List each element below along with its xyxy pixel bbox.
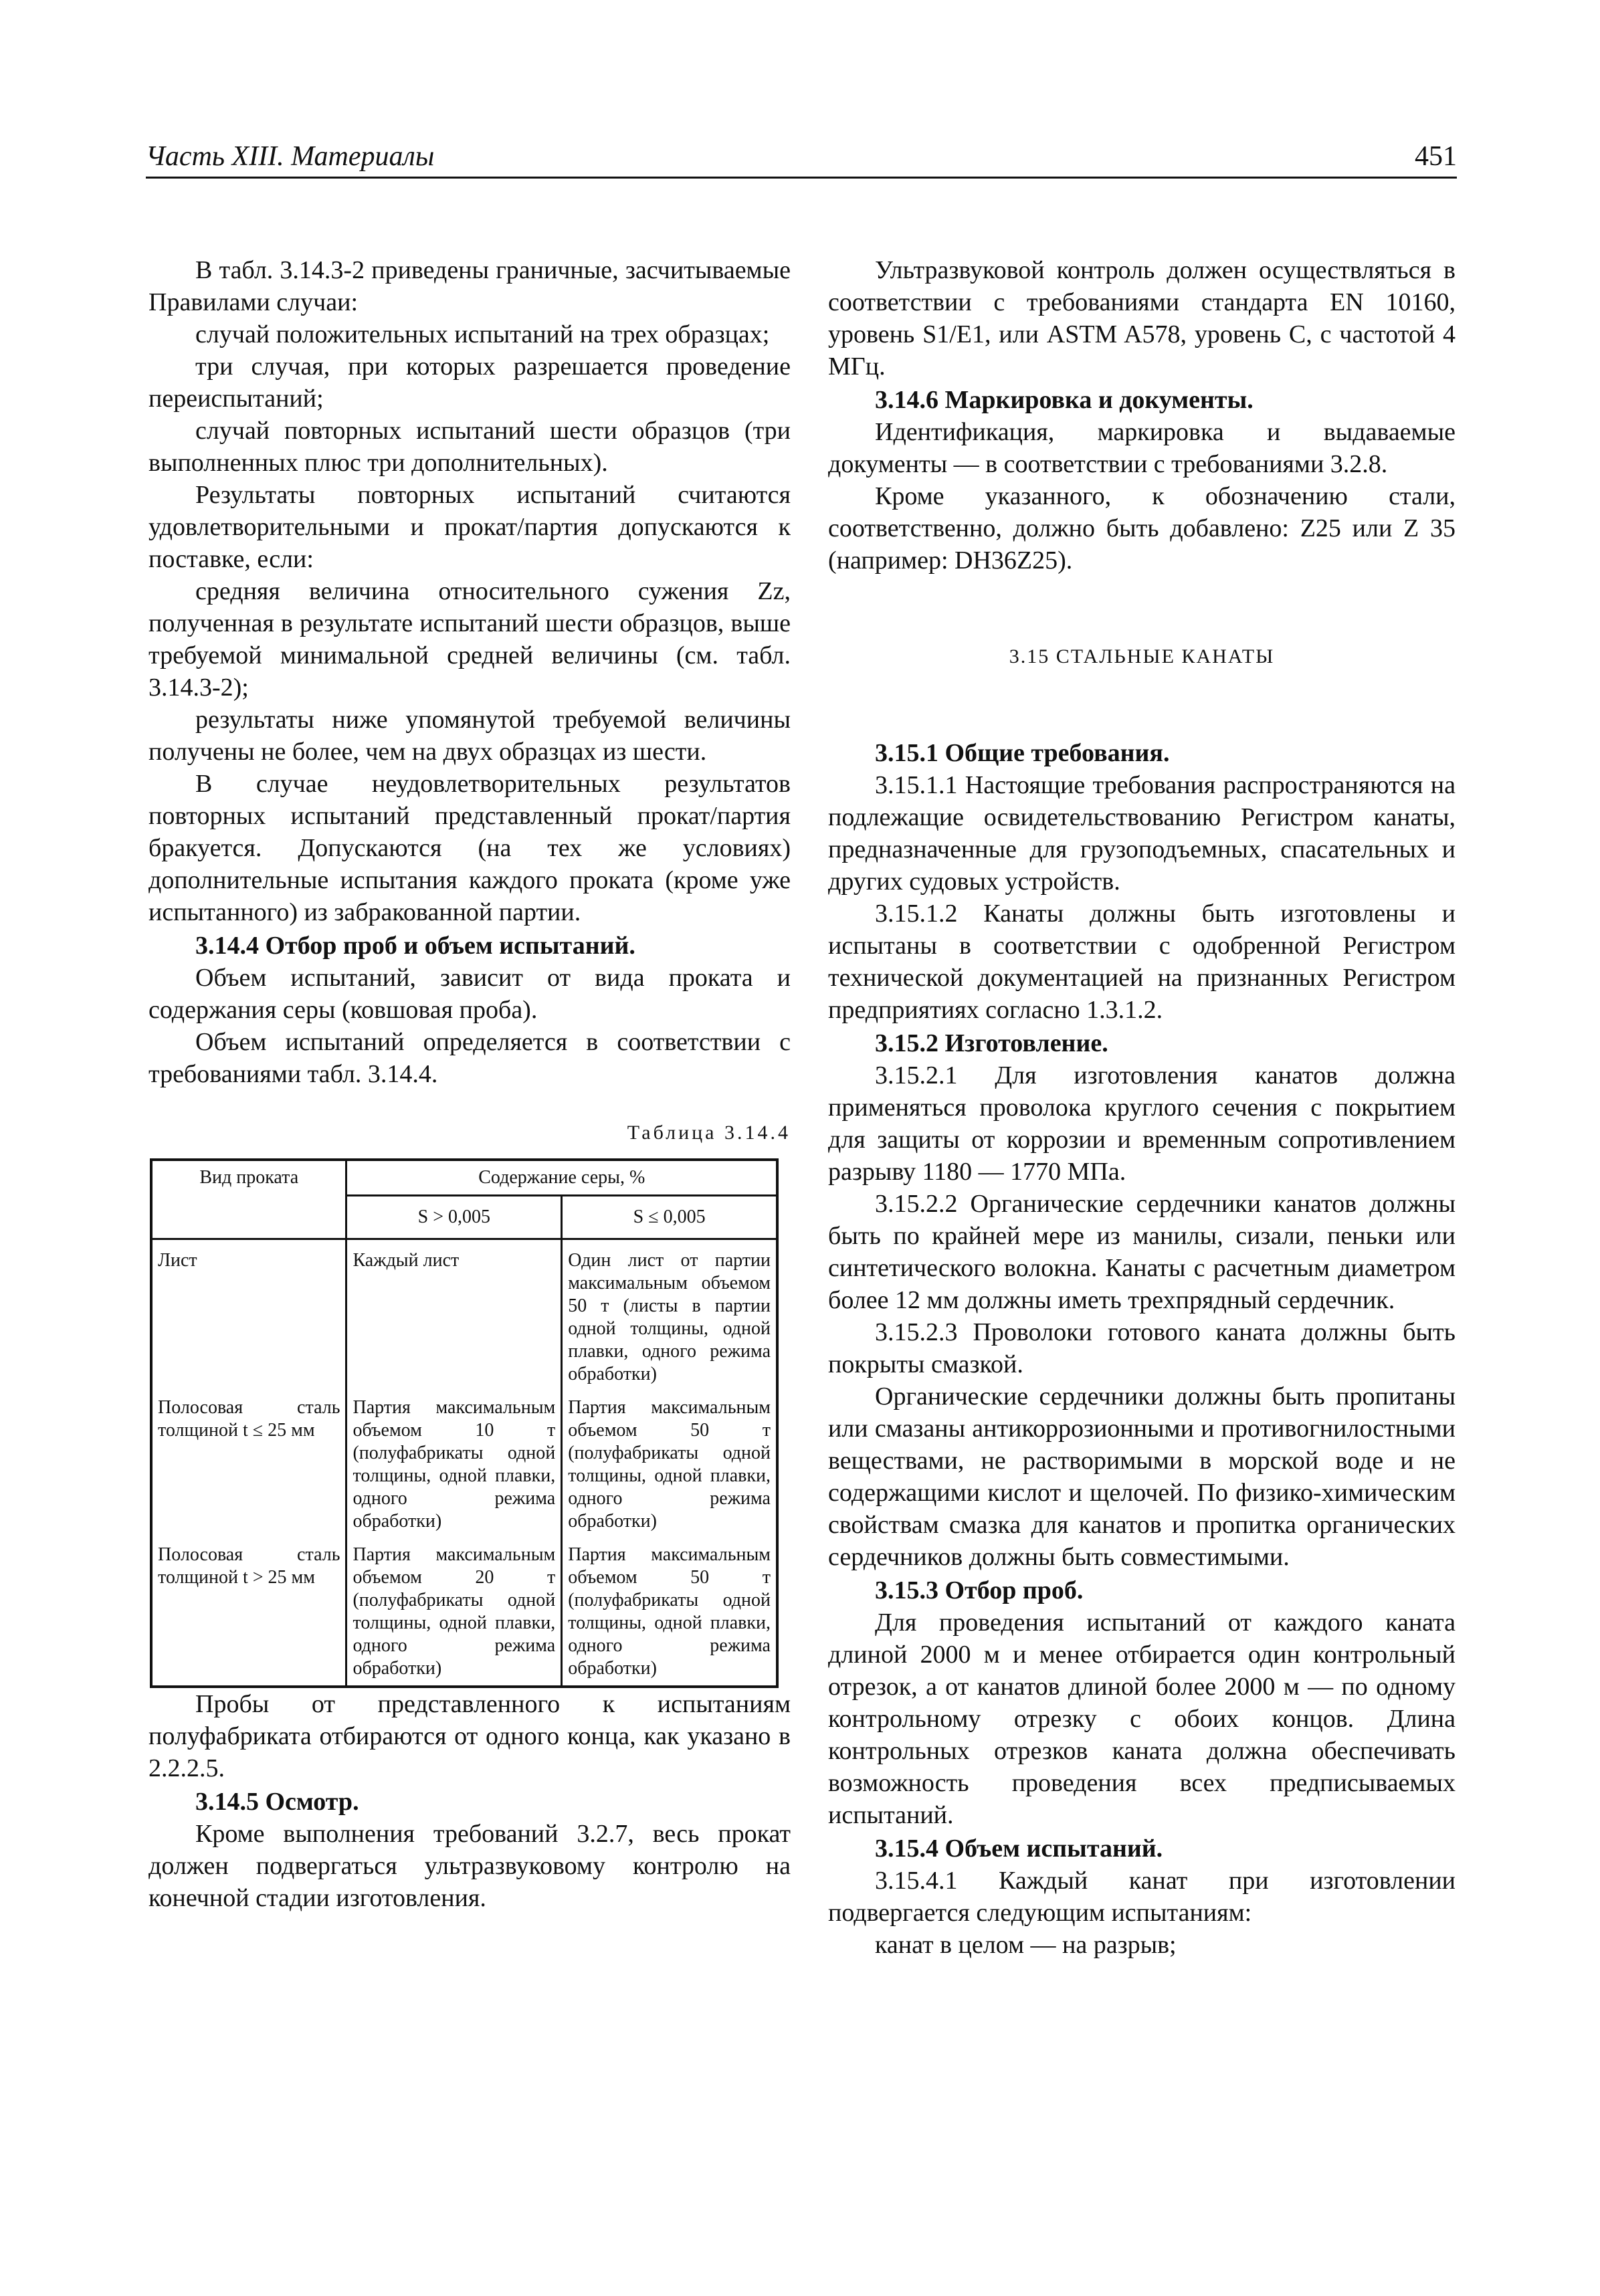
paragraph: Объем испытаний, зависит от вида проката и содержания серы (ковшовая проба). (148, 964, 791, 1024)
section-heading-3152: 3.15.2 Изготовление. (875, 1029, 1108, 1057)
subheader-s-gt: S > 0,005 (346, 1196, 562, 1239)
paragraph: В случае неудовлетворительных результатов повторных испытаний представленный прокат/партия бракуется. Допускаются (на тех же условиях) дополнительные испытания каждого проката (кроме уже испытанного) из забракованной партии. (148, 770, 791, 926)
paragraph: случай повторных испытаний шести образцов (три выполненных плюс три дополнительных). (148, 417, 791, 477)
column-header-kind: Вид проката (151, 1160, 346, 1239)
paragraph: В табл. 3.14.3-2 приведены граничные, засчитываемые Правилами случаи: (148, 256, 791, 316)
table-cell: Полосовая сталь толщиной t ≤ 25 мм (151, 1391, 346, 1538)
paragraph: 3.15.1.2 Канаты должны быть изготовлены и испытаны в соответствии с одобренной Регистром технической документацией на признанных Регистром предприятиях согласно 1.3.1.2. (828, 900, 1456, 1024)
right-column (828, 254, 1456, 1961)
paragraph: Ультразвуковой контроль должен осуществляться в соответствии с требованиями стандарта EN 10160, уровень S1/E1, или ASTM A578, уровень C, с частотой 4 МГц. (828, 256, 1456, 381)
table-cell: Партия максимальным объемом 10 т (полуфабрикаты одной толщины, одной плавки, одного режима обработки) (346, 1391, 562, 1538)
paragraph: 3.15.2.1 Для изготовления канатов должна применяться проволока круглого сечения с покрытием для защиты от коррозии и временным сопротивлением разрыву 1180 — 1770 МПа. (828, 1061, 1456, 1186)
paragraph: 3.15.2.2 Органические сердечники канатов должны быть по крайней мере из манилы, сизали, пеньки или синтетического волокна. Канаты с расчетным диаметром более 12 мм должны иметь трехпрядный сердечник. (828, 1190, 1456, 1314)
paragraph: Кроме выполнения требований 3.2.7, весь прокат должен подвергаться ультразвуковому контролю на конечной стадии изготовления. (148, 1820, 791, 1912)
paragraph: Результаты повторных испытаний считаются удовлетворительными и прокат/партия допускаются к поставке, если: (148, 481, 791, 573)
table-row (151, 1239, 777, 1392)
paragraph: Объем испытаний определяется в соответствии с требованиями табл. 3.14.4. (148, 1028, 791, 1088)
paragraph: Для проведения испытаний от каждого каната длиной 2000 м и менее отбирается один контрольный отрезок, а от канатов длиной более 2000 м — по одному контрольному отрезку с обоих концов. Длина контрольных отрезков каната должна обеспечивать возможность проведения всех предписываемых испытаний. (828, 1608, 1456, 1829)
chapter-title: 3.15 СТАЛЬНЫЕ КАНАТЫ (1009, 645, 1275, 667)
table-cell: Лист (151, 1239, 346, 1392)
section-heading-3146: 3.14.6 Маркировка и документы. (875, 386, 1254, 414)
left-column (148, 254, 791, 1914)
subheader-s-le: S ≤ 0,005 (562, 1196, 777, 1239)
table-cell: Один лист от партии максимальным объемом 50 т (листы в партии одной толщины, одной плавки, одного режима обработки) (562, 1239, 777, 1392)
paragraph: три случая, при которых разрешается проведение переиспытаний; (148, 352, 791, 413)
paragraph: Кроме указанного, к обозначению стали, соответственно, должно быть добавлено: Z25 или Z 35 (например: DH36Z25). (828, 482, 1456, 575)
table-cell: Партия максимальным объемом 50 т (полуфабрикаты одной толщины, одной плавки, одного режима обработки) (562, 1391, 777, 1538)
column-header-sulfur: Содержание серы, % (346, 1160, 777, 1196)
paragraph: случай положительных испытаний на трех образцах; (195, 320, 770, 348)
page-number: 451 (1415, 141, 1457, 172)
section-heading-3144: 3.14.4 Отбор проб и объем испытаний. (195, 932, 635, 960)
table-cell: Полосовая сталь толщиной t > 25 мм (151, 1538, 346, 1687)
paragraph: Органические сердечники должны быть пропитаны или смазаны антикоррозионными и противогнилостными веществами, не растворимыми в морской воде и не содержащими кислот и щелочей. По физико-химическим свойствам смазка для канатов и пропитка органических сердечников должны быть совместимыми. (828, 1382, 1456, 1571)
paragraph: 3.15.2.3 Проволоки готового каната должны быть покрыты смазкой. (828, 1318, 1456, 1378)
paragraph: результаты ниже упомянутой требуемой величины получены не более, чем на двух образцах из шести. (148, 706, 791, 766)
table-cell: Партия максимальным объемом 20 т (полуфабрикаты одной толщины, одной плавки, одного режима обработки) (346, 1538, 562, 1687)
table-cell: Каждый лист (346, 1239, 562, 1392)
running-title: Часть XIII. Материалы (146, 141, 435, 172)
section-heading-3145: 3.14.5 Осмотр. (195, 1788, 359, 1816)
sulfur-sampling-table (150, 1158, 779, 1688)
paragraph: 3.15.4.1 Каждый канат при изготовлении подвергается следующим испытаниям: (828, 1867, 1456, 1927)
table-caption: Таблица 3.14.4 (627, 1122, 791, 1144)
page-header (146, 138, 1457, 179)
section-heading-3154: 3.15.4 Объем испытаний. (875, 1835, 1163, 1863)
paragraph: Пробы от представленного к испытаниям полуфабриката отбираются от одного конца, как указано в 2.2.2.5. (148, 1690, 791, 1782)
section-heading-3151: 3.15.1 Общие требования. (875, 739, 1170, 767)
table-row (151, 1391, 777, 1538)
paragraph: Идентификация, маркировка и выдаваемые документы — в соответствии с требованиями 3.2.8. (828, 418, 1456, 478)
paragraph: канат в целом — на разрыв; (875, 1931, 1177, 1959)
paragraph: 3.15.1.1 Настоящие требования распространяются на подлежащие освидетельствованию Регистром канаты, предназначенные для грузоподъемных, спасательных и других судовых устройств. (828, 771, 1456, 896)
table-cell: Партия максимальным объемом 50 т (полуфабрикаты одной толщины, одной плавки, одного режима обработки) (562, 1538, 777, 1687)
table-row (151, 1538, 777, 1687)
paragraph: средняя величина относительного сужения Zz, полученная в результате испытаний шести образцов, выше требуемой минимальной средней величины (см. табл. 3.14.3-2); (148, 577, 791, 702)
section-heading-3153: 3.15.3 Отбор проб. (875, 1576, 1084, 1604)
